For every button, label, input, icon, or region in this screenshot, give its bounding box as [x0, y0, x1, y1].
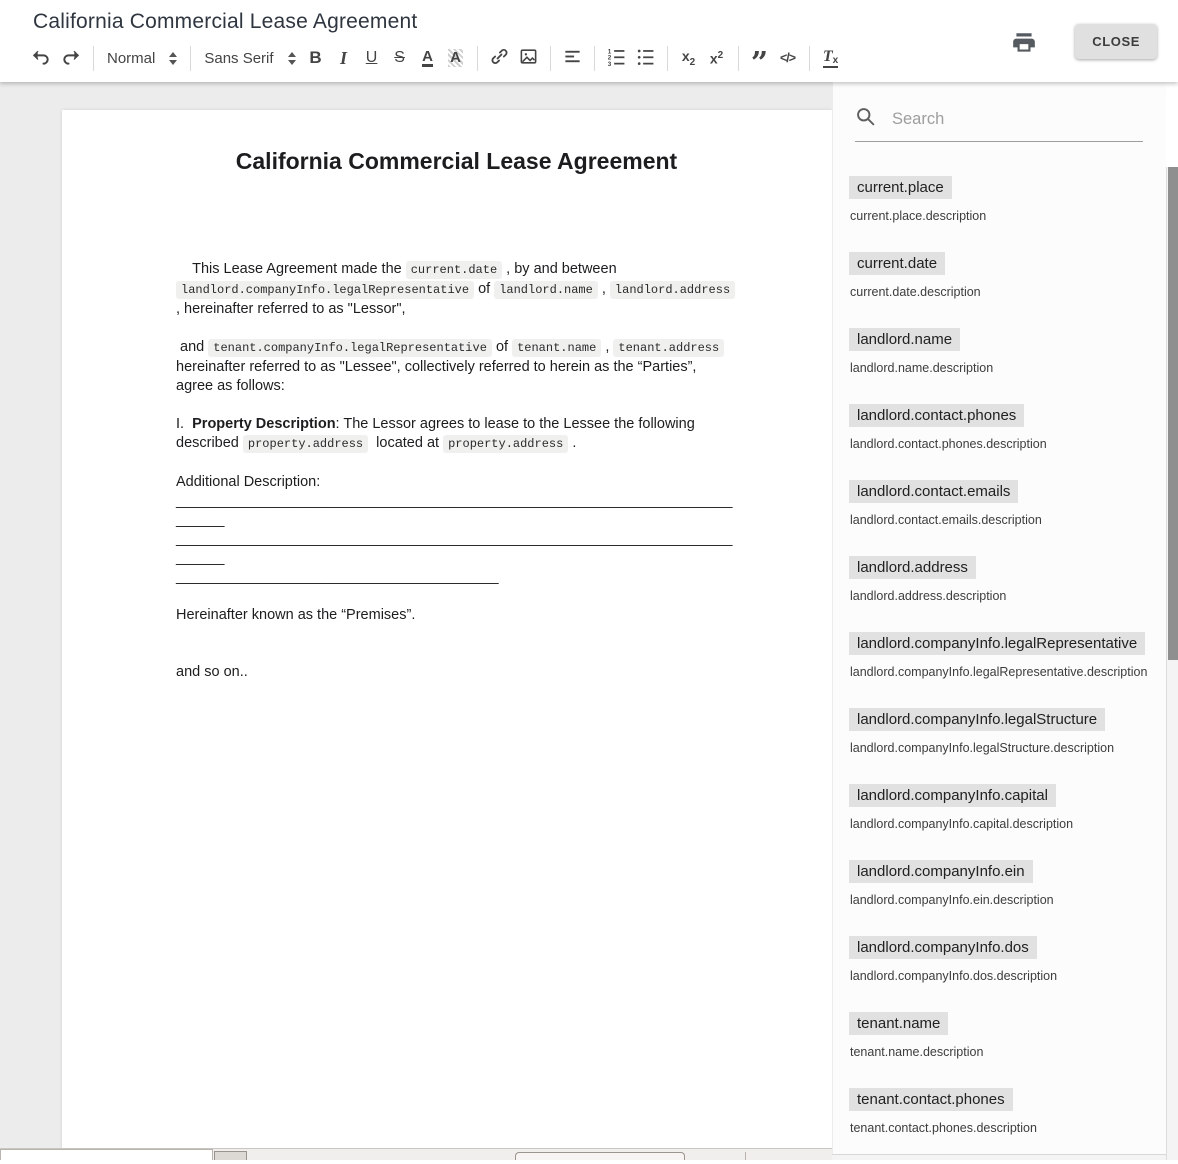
document-paragraph: [176, 454, 737, 473]
variable-chip[interactable]: landlord.companyInfo.legalStructure: [849, 708, 1105, 731]
list-item: [849, 480, 1150, 556]
link-button[interactable]: [485, 44, 514, 72]
highlight-color-button[interactable]: [442, 44, 470, 72]
variable-description: landlord.contact.emails.description: [849, 513, 1150, 527]
document-paragraph: [176, 338, 737, 396]
document-paragraph: [176, 606, 737, 625]
document-paragraph: [176, 319, 737, 338]
variable-description: landlord.companyInfo.legalStructure.description: [849, 741, 1150, 755]
superscript-icon: $x^2$: [710, 50, 723, 67]
document-paragraph: [176, 222, 737, 241]
variable-chip[interactable]: landlord.companyInfo.legalRepresentative: [849, 632, 1145, 655]
text-run: This Lease Agreement made the: [176, 261, 406, 277]
document-paragraph: [176, 415, 737, 454]
variable-chip[interactable]: landlord.name: [849, 328, 960, 351]
bottom-cutoff-strip: [0, 1147, 1178, 1160]
bullet-list-icon: [636, 47, 655, 69]
variable-token[interactable]: property.address: [243, 435, 368, 453]
variable-token[interactable]: tenant.address: [613, 339, 724, 357]
search-input[interactable]: [890, 109, 1110, 130]
document-paragraph: [176, 644, 737, 663]
variable-list: [849, 176, 1150, 1164]
document-paragraph: [176, 587, 737, 606]
strikethrough-icon: S: [394, 49, 405, 67]
select-arrows-icon: [169, 52, 177, 65]
vertical-scrollbar-thumb[interactable]: [1168, 167, 1178, 660]
bold-button[interactable]: [302, 44, 330, 72]
cutoff-box: [0, 1149, 213, 1160]
code-icon: </>: [780, 51, 795, 65]
strikethrough-button[interactable]: [386, 44, 414, 72]
variable-chip[interactable]: tenant.contact.phones: [849, 1088, 1013, 1111]
toolbar-divider: [93, 46, 94, 71]
text-run: .: [568, 435, 576, 451]
document-paragraph: [176, 492, 737, 530]
text-run: ___________________________________________________________________________: [176, 493, 732, 528]
select-arrows-icon: [288, 52, 296, 65]
align-button[interactable]: [558, 44, 587, 72]
print-icon: [1011, 44, 1037, 59]
document-paragraph: [176, 625, 737, 644]
list-item: [849, 936, 1150, 1012]
text-run: , by and between: [502, 261, 621, 277]
svg-text:3: 3: [607, 61, 611, 66]
clear-formatting-icon: Tx: [823, 48, 838, 68]
list-item: [849, 632, 1150, 708]
superscript-button[interactable]: [703, 44, 731, 72]
print-button[interactable]: [1007, 26, 1041, 63]
text-run: : The Lessor agrees to lease to the Lessee the following described: [176, 416, 699, 451]
list-item: [849, 1012, 1150, 1088]
variable-description: tenant.name.description: [849, 1045, 1150, 1059]
document-page[interactable]: [62, 110, 832, 1160]
ordered-list-button[interactable]: [602, 44, 631, 72]
toolbar-divider: [738, 46, 739, 71]
list-item: [849, 252, 1150, 328]
main-area: [0, 82, 1178, 1160]
variable-token[interactable]: landlord.address: [610, 281, 735, 299]
document-paragraph: [176, 568, 737, 587]
variable-chip[interactable]: landlord.companyInfo.ein: [849, 860, 1033, 883]
list-item: [849, 556, 1150, 632]
subscript-button[interactable]: [675, 44, 703, 72]
close-button[interactable]: CLOSE: [1075, 24, 1157, 59]
variable-description: landlord.name.description: [849, 361, 1150, 375]
paragraph-style-value: Normal: [107, 50, 155, 67]
variable-chip[interactable]: landlord.companyInfo.dos: [849, 936, 1037, 959]
bold-icon: B: [309, 48, 321, 68]
variable-description: current.date.description: [849, 285, 1150, 299]
subscript-icon: $x_2$: [682, 48, 695, 68]
search-bar: [855, 106, 1143, 142]
text-run: ___________________________________________________________________________: [176, 531, 732, 566]
italic-button[interactable]: [330, 44, 358, 72]
italic-icon: I: [340, 48, 347, 69]
cutoff-divider: [745, 1152, 746, 1160]
variable-description: landlord.companyInfo.capital.description: [849, 817, 1150, 831]
toolbar-divider: [477, 46, 478, 71]
highlight-color-icon: A: [448, 49, 463, 67]
clear-formatting-button[interactable]: [817, 44, 845, 72]
align-icon: [563, 47, 582, 69]
variable-description: landlord.companyInfo.dos.description: [849, 969, 1150, 983]
text-run: ,: [598, 281, 610, 297]
variable-description: landlord.companyInfo.legalRepresentative.description: [849, 665, 1150, 679]
editor-toolbar: [26, 42, 845, 74]
svg-text:2: 2: [607, 55, 611, 62]
text-run: ________________________________________: [176, 569, 499, 585]
text-run: , hereinafter referred to as "Lessor",: [176, 281, 739, 317]
variable-token[interactable]: tenant.companyInfo.legalRepresentative: [208, 339, 492, 357]
blockquote-icon: ”: [751, 47, 768, 69]
variable-chip[interactable]: landlord.address: [849, 556, 976, 579]
page-title: California Commercial Lease Agreement: [33, 10, 417, 34]
text-run: Hereinafter known as the “Premises”.: [176, 607, 415, 623]
font-select[interactable]: [198, 44, 301, 72]
document-paragraph: [176, 396, 737, 415]
text-color-button[interactable]: [414, 44, 442, 72]
text-run: I.: [176, 416, 192, 432]
toolbar-divider: [594, 46, 595, 71]
undo-button[interactable]: [26, 44, 56, 72]
list-item: [849, 404, 1150, 480]
document-paragraph: [176, 241, 737, 260]
variable-chip[interactable]: current.date: [849, 252, 945, 275]
variable-chip[interactable]: current.place: [849, 176, 952, 199]
variable-description: landlord.contact.phones.description: [849, 437, 1150, 451]
text-run: hereinafter referred to as "Lessee", collectively referred to herein as the “Parties”, agree as follows:: [176, 339, 728, 394]
editor-background: [0, 82, 832, 1160]
variable-description: tenant.contact.phones.description: [849, 1121, 1150, 1135]
app-header: [0, 0, 1178, 82]
image-icon: [519, 47, 538, 69]
undo-icon: [31, 47, 51, 70]
bottom-strip-right: [832, 1154, 1166, 1160]
text-run: Additional Description:: [176, 474, 320, 490]
bullet-list-button[interactable]: [631, 44, 660, 72]
search-icon: [855, 106, 876, 132]
list-item: [849, 784, 1150, 860]
text-run: and so on..: [176, 664, 248, 680]
document-body[interactable]: [176, 203, 737, 682]
text-color-icon: A: [422, 49, 433, 67]
underline-icon: U: [366, 49, 378, 67]
text-run: of: [492, 339, 512, 355]
list-item: [849, 328, 1150, 404]
underline-button[interactable]: [358, 44, 386, 72]
ordered-list-icon: [607, 47, 626, 69]
document-paragraph: [176, 530, 737, 568]
variable-token[interactable]: landlord.name: [494, 281, 598, 299]
document-paragraph: [176, 473, 737, 492]
redo-button[interactable]: [56, 44, 86, 72]
list-item: [849, 176, 1150, 252]
variable-chip[interactable]: tenant.name: [849, 1012, 948, 1035]
toolbar-divider: [809, 46, 810, 71]
variable-description: landlord.companyInfo.ein.description: [849, 893, 1150, 907]
list-item: [849, 708, 1150, 784]
variable-chip[interactable]: landlord.contact.phones: [849, 404, 1024, 427]
list-item: [849, 860, 1150, 936]
toolbar-divider: [667, 46, 668, 71]
link-icon: [490, 47, 509, 69]
variable-token[interactable]: property.address: [443, 435, 568, 453]
variable-chip[interactable]: landlord.companyInfo.capital: [849, 784, 1056, 807]
text-run: ,: [601, 339, 613, 355]
variable-chip[interactable]: landlord.contact.emails: [849, 480, 1018, 503]
text-run: and: [176, 339, 208, 355]
text-run: located at: [368, 435, 443, 451]
bold-text: Property Description: [192, 416, 335, 432]
insert-image-button[interactable]: [514, 44, 543, 72]
svg-text:1: 1: [607, 48, 611, 55]
variables-sidebar: [832, 82, 1166, 1160]
variable-token[interactable]: current.date: [406, 261, 502, 279]
vertical-scrollbar-track[interactable]: [1166, 167, 1178, 1160]
document-paragraph: [176, 203, 737, 222]
document-title: California Commercial Lease Agreement: [176, 146, 737, 176]
toolbar-divider: [190, 46, 191, 71]
cutoff-tab: [214, 1151, 247, 1160]
text-run: of: [474, 281, 494, 297]
paragraph-style-select[interactable]: [101, 44, 183, 72]
blockquote-button[interactable]: [746, 44, 774, 72]
variable-description: current.place.description: [849, 209, 1150, 223]
variable-token[interactable]: tenant.name: [512, 339, 601, 357]
variable-token[interactable]: landlord.companyInfo.legalRepresentative: [176, 281, 474, 299]
document-paragraph: [176, 260, 737, 319]
document-paragraph: [176, 663, 737, 682]
cutoff-rounded-box: [515, 1152, 685, 1160]
variable-description: landlord.address.description: [849, 589, 1150, 603]
font-value: Sans Serif: [204, 50, 273, 67]
toolbar-divider: [550, 46, 551, 71]
code-block-button[interactable]: [774, 44, 802, 72]
redo-icon: [61, 47, 81, 70]
